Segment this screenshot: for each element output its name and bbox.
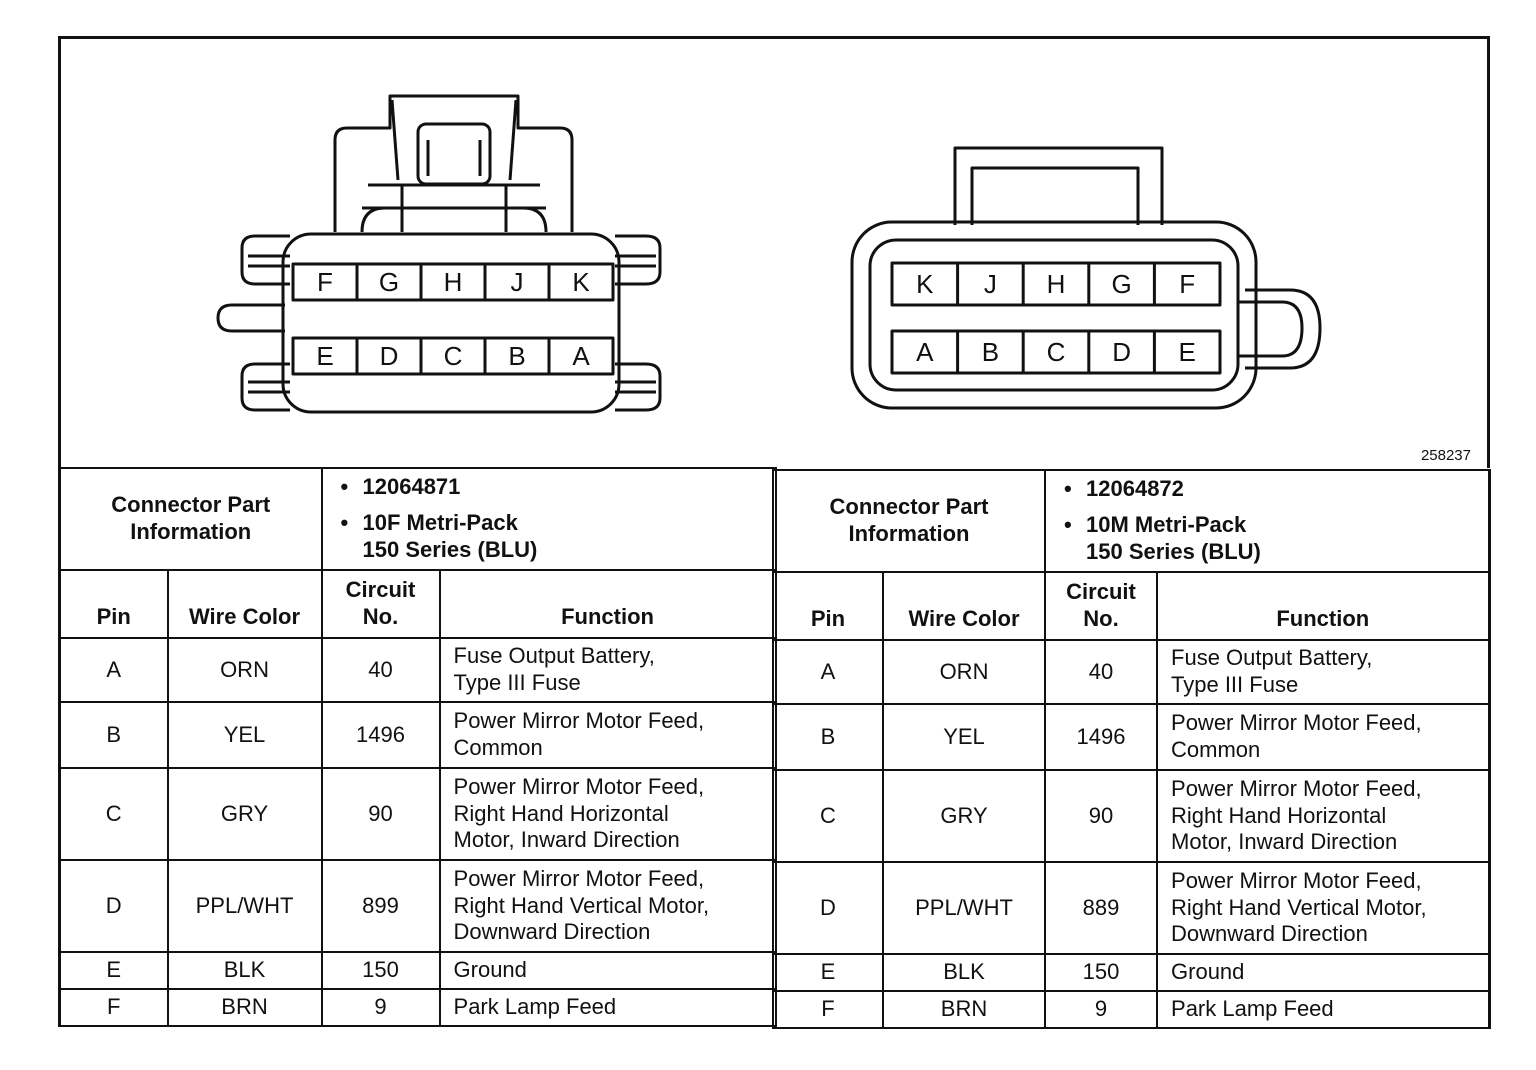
header-circuit-no: Circuit No. bbox=[322, 570, 440, 638]
pin-label: E bbox=[1178, 337, 1196, 367]
wire-color-cell: BRN bbox=[883, 991, 1045, 1028]
pin-label: D bbox=[379, 341, 399, 371]
connector-part-info bbox=[1045, 470, 1489, 572]
header-wire-color: Wire Color bbox=[883, 572, 1045, 640]
circuit-cell: 150 bbox=[1045, 954, 1157, 991]
table-row bbox=[60, 638, 776, 702]
function-cell: Power Mirror Motor Feed, Common bbox=[440, 702, 776, 768]
wire-color-cell: PPL/WHT bbox=[883, 862, 1045, 954]
circuit-cell: 1496 bbox=[1045, 704, 1157, 770]
function-cell: Power Mirror Motor Feed, Right Hand Horizontal Motor, Inward Direction bbox=[440, 768, 776, 860]
header-function: Function bbox=[440, 570, 776, 638]
left-connector-bottom-pins bbox=[293, 338, 613, 374]
pin-label: J bbox=[510, 267, 524, 297]
pin-label: D bbox=[1112, 337, 1131, 367]
connector-diagram bbox=[0, 0, 1536, 470]
right-connector-top-pins bbox=[892, 263, 1220, 305]
connector-series: • 10M Metri-Pack 150 Series (BLU) bbox=[1086, 512, 1488, 566]
function-cell: Power Mirror Motor Feed, Common bbox=[1157, 704, 1489, 770]
part-number: • 12064872 bbox=[1086, 476, 1488, 503]
circuit-cell: 9 bbox=[1045, 991, 1157, 1028]
pin-label: A bbox=[572, 341, 590, 371]
pin-label: K bbox=[572, 267, 590, 297]
table-row bbox=[773, 991, 1489, 1028]
pin-label: B bbox=[981, 337, 1000, 367]
circuit-cell: 9 bbox=[322, 989, 440, 1026]
circuit-cell: 889 bbox=[1045, 862, 1157, 954]
pin-cell: E bbox=[60, 952, 168, 989]
wire-color-cell: GRY bbox=[168, 768, 322, 860]
pin-cell: D bbox=[60, 860, 168, 952]
wire-color-cell: ORN bbox=[168, 638, 322, 702]
left-connector-body bbox=[218, 96, 660, 412]
function-cell: Power Mirror Motor Feed, Right Hand Vertical Motor, Downward Direction bbox=[1157, 862, 1489, 954]
table-row bbox=[773, 770, 1489, 862]
function-cell: Park Lamp Feed bbox=[1157, 991, 1489, 1028]
pin-label: K bbox=[916, 269, 934, 299]
header-pin: Pin bbox=[773, 572, 883, 640]
pin-label: A bbox=[916, 337, 934, 367]
header-circuit-no: Circuit No. bbox=[1045, 572, 1157, 640]
wire-color-cell: PPL/WHT bbox=[168, 860, 322, 952]
part-number: • 12064871 bbox=[363, 474, 775, 501]
pin-label: J bbox=[983, 269, 997, 299]
table-row bbox=[773, 862, 1489, 954]
function-cell: Fuse Output Battery, Type III Fuse bbox=[440, 638, 776, 702]
connector-part-info-label: Connector Part Information bbox=[60, 468, 322, 570]
pin-cell: C bbox=[60, 768, 168, 860]
table-row bbox=[773, 704, 1489, 770]
table-row bbox=[60, 989, 776, 1026]
wire-color-cell: GRY bbox=[883, 770, 1045, 862]
circuit-cell: 899 bbox=[322, 860, 440, 952]
header-pin: Pin bbox=[60, 570, 168, 638]
pin-label: G bbox=[1111, 269, 1132, 299]
function-cell: Power Mirror Motor Feed, Right Hand Horizontal Motor, Inward Direction bbox=[1157, 770, 1489, 862]
right-connector-bottom-pins bbox=[892, 331, 1220, 373]
pin-label: C bbox=[1046, 337, 1066, 367]
pin-cell: B bbox=[773, 704, 883, 770]
header-function: Function bbox=[1157, 572, 1489, 640]
pin-cell: A bbox=[773, 640, 883, 704]
pin-label: B bbox=[508, 341, 526, 371]
circuit-cell: 40 bbox=[1045, 640, 1157, 704]
connector-part-info-label: Connector Part Information bbox=[773, 470, 1045, 572]
pin-cell: C bbox=[773, 770, 883, 862]
function-cell: Fuse Output Battery, Type III Fuse bbox=[1157, 640, 1489, 704]
pin-label: H bbox=[1046, 269, 1066, 299]
circuit-cell: 150 bbox=[322, 952, 440, 989]
left-connector-top-pins bbox=[293, 264, 613, 300]
pin-cell: E bbox=[773, 954, 883, 991]
pin-label: H bbox=[443, 267, 463, 297]
pin-label: E bbox=[316, 341, 334, 371]
table-row bbox=[60, 952, 776, 989]
circuit-cell: 40 bbox=[322, 638, 440, 702]
right-connector-table bbox=[772, 469, 1491, 1029]
pin-cell: B bbox=[60, 702, 168, 768]
function-cell: Ground bbox=[440, 952, 776, 989]
pin-label: F bbox=[317, 267, 333, 297]
pin-cell: F bbox=[60, 989, 168, 1026]
pin-label: C bbox=[443, 341, 463, 371]
pin-cell: F bbox=[773, 991, 883, 1028]
header-wire-color: Wire Color bbox=[168, 570, 322, 638]
connector-part-info bbox=[322, 468, 776, 570]
function-cell: Power Mirror Motor Feed, Right Hand Vertical Motor, Downward Direction bbox=[440, 860, 776, 952]
table-row bbox=[773, 640, 1489, 704]
pin-cell: A bbox=[60, 638, 168, 702]
connector-series: • 10F Metri-Pack 150 Series (BLU) bbox=[363, 510, 775, 564]
circuit-cell: 90 bbox=[1045, 770, 1157, 862]
wire-color-cell: BLK bbox=[883, 954, 1045, 991]
function-cell: Park Lamp Feed bbox=[440, 989, 776, 1026]
function-cell: Ground bbox=[1157, 954, 1489, 991]
figure-id: 258237 bbox=[1420, 447, 1471, 464]
table-row bbox=[60, 702, 776, 768]
wire-color-cell: BRN bbox=[168, 989, 322, 1026]
wire-color-cell: YEL bbox=[883, 704, 1045, 770]
pin-cell: D bbox=[773, 862, 883, 954]
circuit-cell: 1496 bbox=[322, 702, 440, 768]
table-row bbox=[60, 860, 776, 952]
wire-color-cell: ORN bbox=[883, 640, 1045, 704]
pin-label: G bbox=[378, 267, 400, 297]
wire-color-cell: YEL bbox=[168, 702, 322, 768]
table-row bbox=[60, 768, 776, 860]
circuit-cell: 90 bbox=[322, 768, 440, 860]
pin-label: F bbox=[1179, 269, 1196, 299]
wire-color-cell: BLK bbox=[168, 952, 322, 989]
table-row bbox=[773, 954, 1489, 991]
left-connector-table bbox=[58, 467, 777, 1027]
